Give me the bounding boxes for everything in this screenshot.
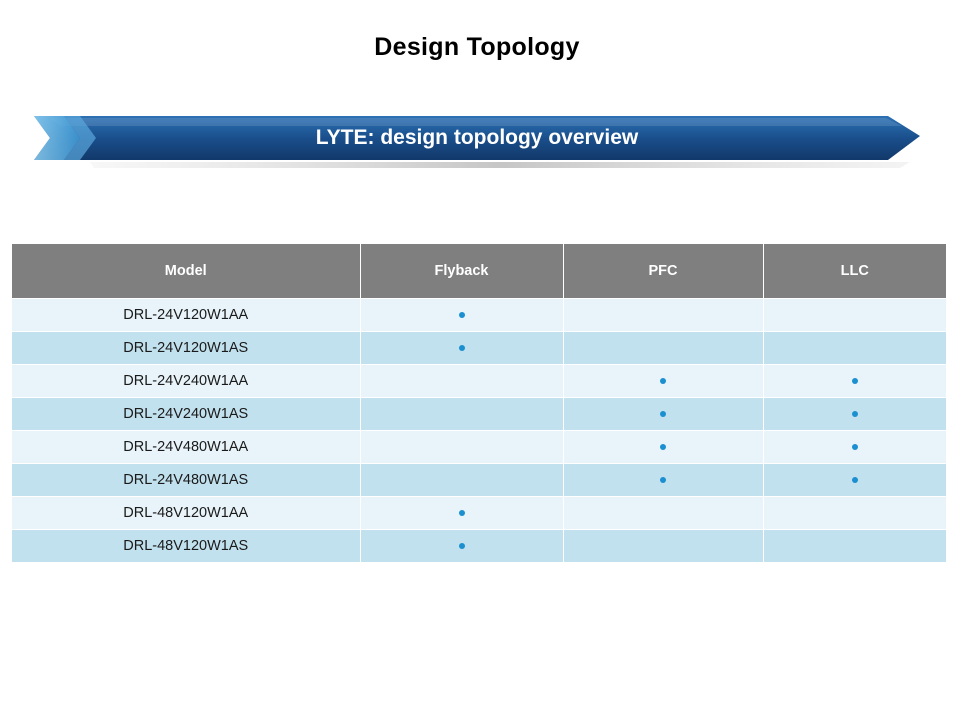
llc-cell [763,299,946,332]
bullet-dot-icon [852,444,858,450]
llc-cell [763,431,946,464]
topology-table [12,244,946,562]
table-row [12,431,946,464]
bullet-dot-icon [459,543,465,549]
pfc-cell [563,530,763,563]
model-cell: DRL-48V120W1AA [12,497,360,530]
table-row [12,530,946,563]
bullet-dot-icon [660,378,666,384]
column-header-flyback: Flyback [360,244,563,299]
column-header-llc: LLC [763,244,946,299]
table-row [12,497,946,530]
bullet-dot-icon [852,411,858,417]
llc-cell [763,497,946,530]
pfc-cell [563,431,763,464]
table-row [12,365,946,398]
pfc-cell [563,365,763,398]
flyback-cell [360,299,563,332]
bullet-dot-icon [459,312,465,318]
table-row [12,299,946,332]
column-header-model: Model [12,244,360,299]
model-cell: DRL-24V120W1AS [12,332,360,365]
model-cell: DRL-24V240W1AS [12,398,360,431]
column-header-pfc: PFC [563,244,763,299]
table-row [12,398,946,431]
bullet-dot-icon [459,345,465,351]
flyback-cell [360,398,563,431]
bullet-dot-icon [660,444,666,450]
pfc-cell [563,464,763,497]
banner-title: LYTE: design topology overview [315,126,639,149]
flyback-cell [360,365,563,398]
section-banner [30,112,924,168]
page-title: Design Topology [374,33,580,61]
llc-cell [763,365,946,398]
flyback-cell [360,497,563,530]
table-header-row [12,244,946,299]
llc-cell [763,398,946,431]
table-body [12,299,946,563]
bullet-dot-icon [459,510,465,516]
flyback-cell [360,530,563,563]
table-row [12,332,946,365]
pfc-cell [563,299,763,332]
model-cell: DRL-24V480W1AS [12,464,360,497]
pfc-cell [563,497,763,530]
model-cell: DRL-24V120W1AA [12,299,360,332]
table-row [12,464,946,497]
bullet-dot-icon [852,477,858,483]
llc-cell [763,332,946,365]
pfc-cell [563,332,763,365]
flyback-cell [360,464,563,497]
llc-cell [763,530,946,563]
model-cell: DRL-48V120W1AS [12,530,360,563]
model-cell: DRL-24V240W1AA [12,365,360,398]
llc-cell [763,464,946,497]
bullet-dot-icon [660,411,666,417]
flyback-cell [360,431,563,464]
pfc-cell [563,398,763,431]
bullet-dot-icon [660,477,666,483]
bullet-dot-icon [852,378,858,384]
model-cell: DRL-24V480W1AA [12,431,360,464]
flyback-cell [360,332,563,365]
